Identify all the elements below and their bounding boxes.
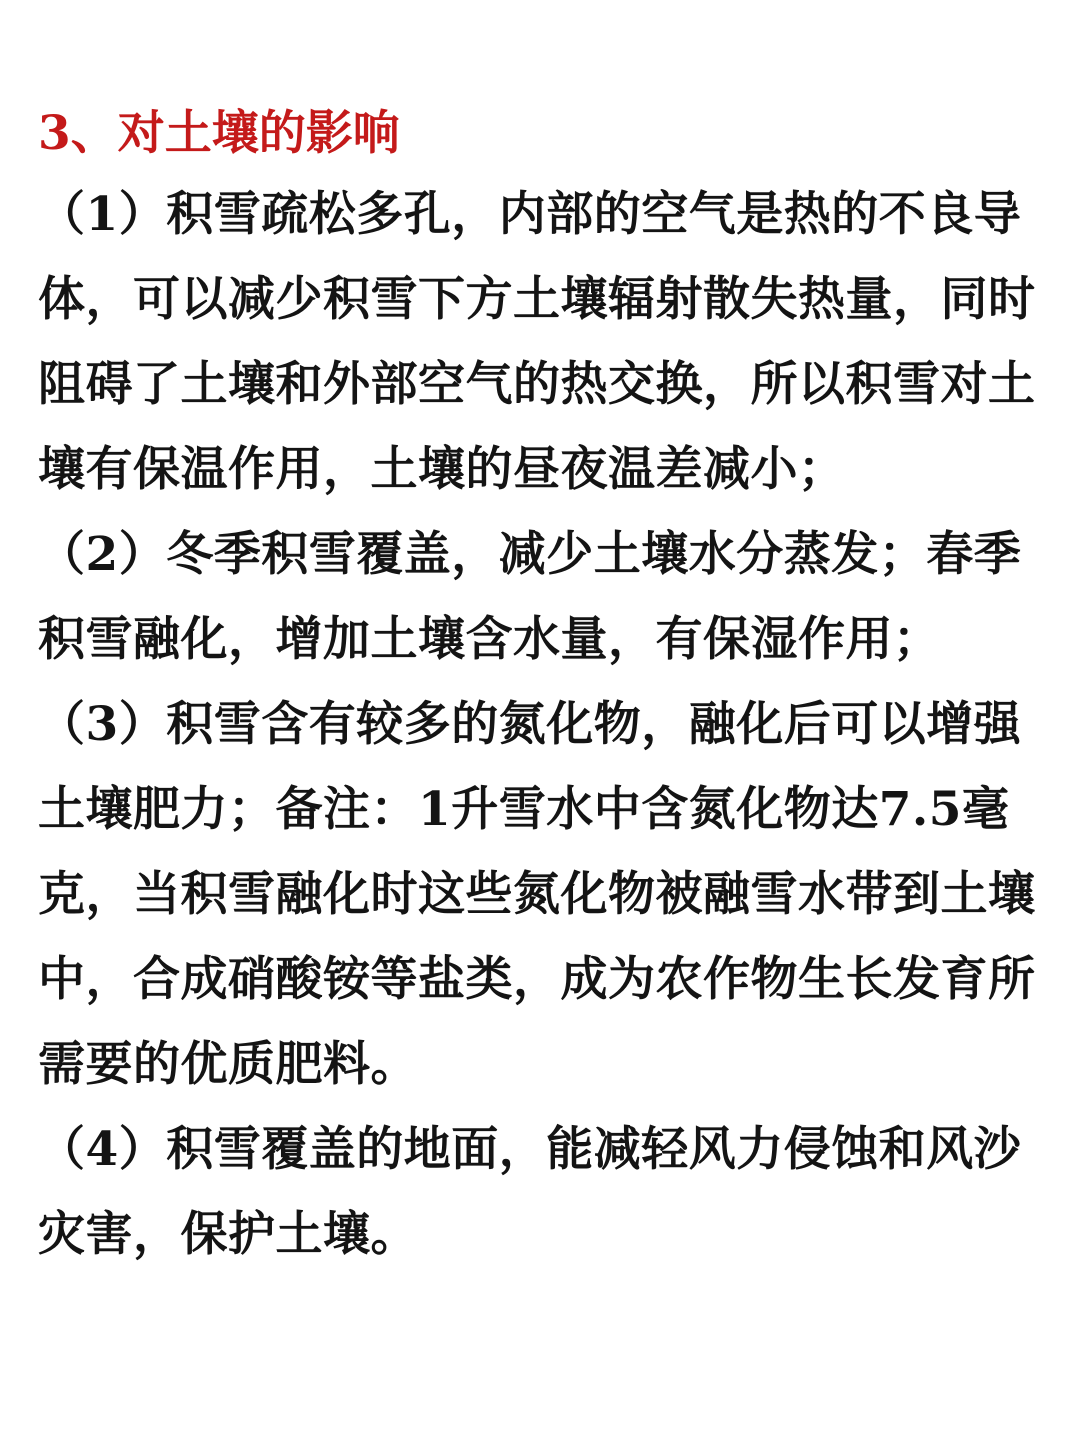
article-body xyxy=(38,104,1048,1277)
section-heading: 3、对土壤的影响 xyxy=(38,106,400,161)
paragraph-2: （2）冬季积雪覆盖，减少土壤水分蒸发；春季积雪融化，增加土壤含水量，有保湿作用； xyxy=(38,527,1022,667)
paragraph-4: （4）积雪覆盖的地面，能减轻风力侵蚀和风沙灾害，保护土壤。 xyxy=(38,1122,1022,1262)
paragraph-1: （1）积雪疏松多孔，内部的空气是热的不良导体，可以减少积雪下方土壤辐射散失热量，同时阻碍了土壤和外部空气的热交换，所以积雪对土壤有保温作用，土壤的昼夜温差减小； xyxy=(38,187,1036,497)
paragraph-3: （3）积雪含有较多的氮化物，融化后可以增强土壤肥力；备注：1升雪水中含氮化物达7.5毫克，当积雪融化时这些氮化物被融雪水带到土壤中，合成硝酸铵等盐类，成为农作物生长发育所需要的优质肥料。 xyxy=(38,697,1036,1092)
